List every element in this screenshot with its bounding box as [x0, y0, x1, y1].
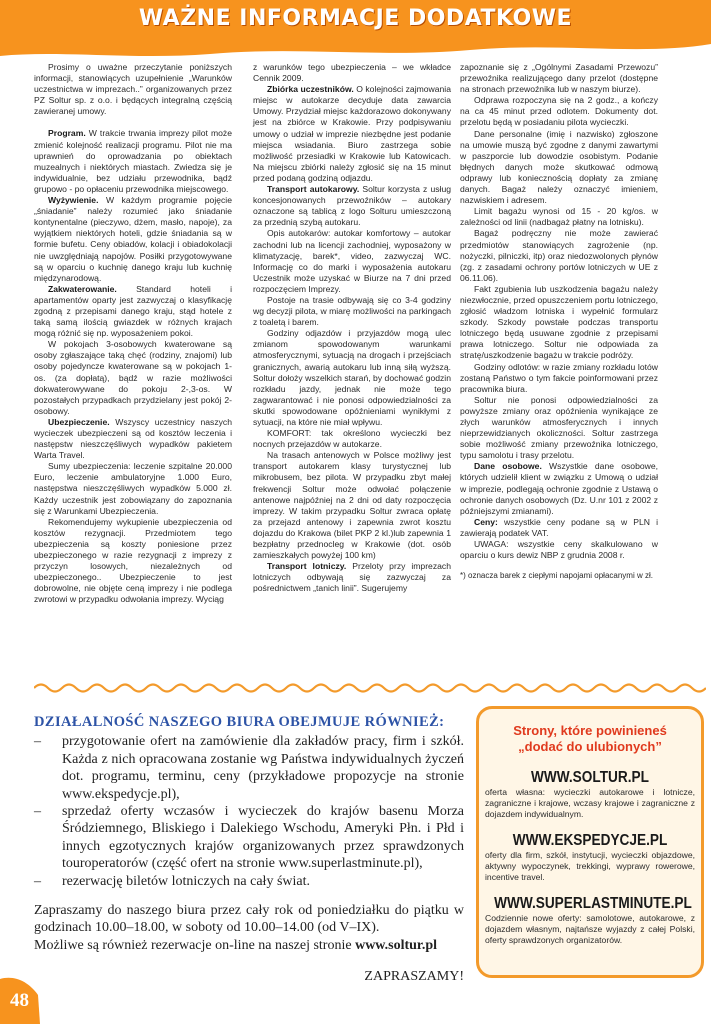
paragraph-keyword: Zakwaterowanie. — [48, 283, 117, 294]
dash-bullet: – — [34, 734, 41, 750]
services-list — [34, 733, 464, 890]
paragraph: Fakt zgubienia lub uszkodzenia bagażu należy niezwłocznie, przed opuszczeniem portu lotniczego, zgłosić władzom lotniska i wypełnić formularz szkody. Szkody powstałe podczas transportu lotniczego będą usuwane zgodnie z przepisami prawa lotniczego. Soltur nie odpowiada za stratę/uszkodzenie bagażu w trakcie podróży. — [460, 283, 658, 361]
office-hours: Zapraszamy do naszego biura przez cały rok od poniedziałku do piątku w godzinach 10.00–18.00, w soboty od 10.00–14.00 (od V–IX). — [34, 903, 464, 936]
paragraph-keyword: Transport lotniczy. — [267, 561, 347, 572]
page-title: WAŻNE INFORMACJE DODATKOWE — [138, 6, 573, 31]
office-heading: DZIAŁALNOŚĆ NASZEGO BIURA OBEJMUJE RÓWNIEŻ: — [34, 714, 445, 730]
soltur-link[interactable]: www.soltur.pl — [355, 937, 438, 953]
paragraph: Prosimy o uważne przeczytanie poniższych informacji, stanowiących uzupełnienie „Warunków uczestnictwa w imprezach..” organizowanych przez PZ Soltur sp. z o.o. i będących integralną częścią zawieranej umowy. — [34, 62, 232, 117]
column-3 — [460, 62, 658, 581]
paragraph: Zbiórka uczestników. O kolejności zajmowania miejsc w autokarze decyduje data zawarcia Umowy. Przydział miejsc każdorazowo dokonywany jest na zbiórce w Krakowie. Przy podpisywaniu umowy o udział w imprezie niezbędne jest podanie miejsca wsiadania. Biuro zastrzega sobie możliwość przesiadki w Krakowie lub Katowicach. Na miejscu zbiórki należy zgłosić się na 15 minut przed podaną godziną odjazdu. — [253, 84, 451, 183]
column-1 — [34, 62, 232, 606]
paragraph: Na trasach antenowych w Polsce możliwy jest transport autokarem klasy turystycznej lub mikrobusem, bez pilota. W przypadku zbyt małej frekwencji Soltur może odwołać połączenie antenowe najpóźniej na 2 dni od daty rozpoczęcia imprezy. W takim przypadku Soltur zwraca opłatę za przejazd antenowy i zapewnia zwrot kosztu dojazdu do Krakowa (bilet PKP 2 kl.)lub zapewnia 1 bezpłatny przednocleg w Krakowie (dot. osób zamieszkałych powyżej 100 km) — [253, 450, 451, 561]
site-url-superlastminute[interactable]: WWW.SUPERLASTMINUTE.PL — [494, 895, 692, 912]
paragraph: Odprawa rozpoczyna się na 2 godz., a kończy na ca 45 minut przed odlotem. Dokumenty dot. przelotu będą w posiadaniu pilota wycieczki. — [460, 95, 658, 128]
page-number-tab — [0, 975, 40, 1024]
paragraph: zapoznanie się z „Ogólnymi Zasadami Przewozu” przewoźnika realizującego dany przelot (dostępne na stronach przewoźnika lub w naszym biurze). — [460, 62, 658, 95]
paragraph-keyword: Program. — [48, 128, 86, 139]
sidebox-title: Strony, które powinieneś „dodać do ulubionych” — [513, 723, 667, 754]
list-item: – rezerwację biletów lotniczych na cały świat. — [34, 873, 310, 889]
paragraph-keyword: Dane osobowe. — [474, 461, 542, 472]
column-2 — [253, 62, 451, 595]
closing-invitation: ZAPRASZAMY! — [364, 969, 464, 985]
paragraph: Postoje na trasie odbywają się co 3-4 godziny wg decyzji pilota, w miarę możliwości na parkingach z toaletą i barem. — [253, 294, 451, 328]
dash-bullet: – — [34, 873, 41, 889]
paragraph: Wyżywienie. W każdym programie pojęcie „śniadanie” należy rozumieć jako śniadanie kontynentalne (pieczywo, dżem, masło, napoje), za wyjątkiem niektórych hoteli, gdzie śniadania są w formie bufetu. Ceny obiadów, kolacji i obiadokolacji nie uwzględniają napojów. Posiłki przygotowywane są w oparciu o kuchnię danego kraju lub kuchnię międzynarodową. — [34, 195, 232, 283]
paragraph: Rekomendujemy wykupienie ubezpieczenia od kosztów rezygnacji. Przedmiotem tego ubezpieczenia są koszty poniesione przez ubezpieczonego w razie rezygnacji z imprezy z przyczyn losowych, niezależnych od ubezpieczonego.. Ubezpieczenie to jest dobrowolne, nie objęte ceną imprezy i nie podlega zwrotowi w przypadku odwołania imprezy. Wyciąg — [34, 516, 232, 605]
paragraph: Transport lotniczy. Przeloty przy imprezach lotniczych odbywają się zazwyczaj za pośrednictwem „tanich linii”. Sugerujemy — [253, 561, 451, 594]
paragraph: Soltur nie ponosi odpowiedzialności za powyższe zmiany oraz opóźnienia wynikające ze złych warunków atmosferycznych i innych nieprzewidzianych okoliczności. Soltur zastrzega sobie możliwość zmiany przewoźnika lotniczego, typu samolotu i trasy przelotu. — [460, 394, 658, 461]
site-desc-ekspedycje: oferty dla firm, szkół, instytucji, wycieczki objazdowe, aktywny wypoczynek, trekkingi, wyprawy rowerowe, incentive travel. — [485, 850, 695, 882]
list-item: – przygotowanie ofert na zamówienie dla zakładów pracy, firm i szkół. Każda z nich opracowana zostanie wg Państwa indywidualnych życzeń dot. programu, terminu, ceny (przykładowe propozycje na stronie www.ekspedycje.pl), — [34, 734, 464, 802]
paragraph: Dane osobowe. Wszystkie dane osobowe, których udzielił klient w związku z Umową o udział w imprezie, podlegają ochronie zgodnie z Ustawą o ochronie danych osobowych (Dz. U.nr 101 z 2002 z późniejszymi zmianami). — [460, 461, 658, 516]
paragraph-keyword: Ubezpieczenie. — [48, 416, 110, 427]
paragraph: Opis autokarów: autokar komfortowy – autokar zachodni lub na licencji zachodniej, wyposażony w klimatyzację, barek*, video, zazwyczaj WC. Informację co do marki i wyposażenia autokaru Uczestnik może uzyskać w Biurze na 7 dni przed rozpoczęciem Imprezy. — [253, 228, 451, 294]
paragraph: KOMFORT: tak określono wycieczki bez nocnych przejazdów w autokarze. — [253, 428, 451, 450]
paragraph: z warunków tego ubezpieczenia – we wkładce Cennik 2009. — [253, 62, 451, 84]
header-banner — [0, 0, 711, 62]
site-desc-superlastminute: Codziennie nowe oferty: samolotowe, autokarowe, z dojazdem własnym, najtańsze wyjazdy z całej Polski, oferty sprawdzonych organizatorów. — [485, 913, 695, 945]
paragraph: Program. W trakcie trwania imprezy pilot może zmienić kolejność realizacji programu. Pilot nie ma uprawnień do oprowadzania po obiektach muzealnych i niektórych miastach. Zwiedza się je indywidualnie, bez udziału przewodnika, bądź grupowo - po opłaceniu przewodnika miejscowego. — [34, 128, 232, 194]
site-url-ekspedycje[interactable]: WWW.EKSPEDYCJE.PL — [512, 832, 668, 849]
paragraph-keyword: Ceny: — [474, 516, 498, 527]
paragraph: Zakwaterowanie. Standard hoteli i apartamentów oparty jest zazwyczaj o klasyfikację zgodną z przepisami danego kraju, stąd hotele z taką samą ilością gwiazdek w różnych krajach mogą różnić się np. wyposażeniem pokoi. — [34, 283, 232, 339]
paragraph-keyword: Wyżywienie. — [48, 195, 99, 206]
paragraph: Bagaż podręczny nie może zawierać przedmiotów stanowiących zagrożenie (np. nożyczki, pilniczki, itp) oraz niedozwolonych płynów (zg. z zasadami ochrony portów lotniczych w UE z 06.11.06). — [460, 228, 658, 283]
office-services — [34, 714, 464, 986]
paragraph: Godziny odjazdów i przyjazdów mogą ulec zmianom spowodowanym warunkami atmosferycznymi, sytuacją na drogach i przejściach granicznych, awarią autokaru lub inną siłą wyższą. Soltur dołoży wszelkich starań, by dochować godzin rozkładu jazdy, jednak nie może tego zagwarantować i nie ponosi odpowiedzialności za skutki spowodowane opóźnieniami wynikłymi z sytuacji, na które nie miał wpływu. — [253, 328, 451, 427]
paragraph-keyword: Transport autokarowy. — [267, 184, 360, 195]
online-booking: Możliwe są również rezerwacje on-line na naszej stronie www.soltur.pl — [34, 937, 438, 953]
site-desc-soltur: oferta własna: wycieczki autokarowe i lotnicze, zagraniczne i krajowe, wczasy krajowe i zagraniczne z dojazdem indywidualnym. — [485, 787, 695, 819]
wave-divider — [34, 680, 706, 696]
paragraph: Godziny odlotów: w razie zmiany rozkładu lotów zostaną Państwo o tym fakcie poinformowani przez pracownika biura. — [460, 361, 658, 394]
paragraph: Dane personalne (imię i nazwisko) zgłoszone na umowie muszą być zgodne z danymi zawartymi w paszporcie lub dowodzie osobistym. Podanie błędnych danych może skutkować odmową odprawy lub koniecznością dopłaty za zmianę danych. Bagaż należy oznaczyć imieniem, nazwiskiem i adresem. — [460, 128, 658, 206]
dash-bullet: – — [34, 804, 41, 820]
paragraph: Transport autokarowy. Soltur korzysta z usług koncesjonowanych przewoźników – autokary oznaczone są tablicą z logo Solturu umieszczoną za przednią szybą autokaru. — [253, 184, 452, 228]
paragraph-keyword: Zbiórka uczestników. — [267, 84, 354, 95]
site-url-soltur[interactable]: WWW.SOLTUR.PL — [531, 769, 649, 786]
paragraph: UWAGA: wszystkie ceny skalkulowano w oparciu o kurs dewiz NBP z grudnia 2008 r. — [460, 539, 658, 561]
paragraph: W pokojach 3-osobowych kwaterowane są osoby zgłaszające taką chęć (rodziny, znajomi) lub osoby pojedyncze kwaterowane są w pokojach 1-os. (za dopłatą), bądź w razie możliwości dokwaterowywane do pokoju 2-,3-os. W pozostałych przypadkach przydzielany jest pokój 2-osobowy. — [34, 339, 232, 416]
favorite-sites-box — [476, 706, 704, 978]
paragraph: Ubezpieczenie. Wszyscy uczestnicy naszych wycieczek ubezpieczeni są od kosztów leczenia i następstw nieszczęśliwych wypadków pakietem Warta Travel. — [34, 416, 232, 461]
info-columns — [34, 62, 706, 674]
paragraph: Sumy ubezpieczenia: leczenie szpitalne 20.000 Euro, leczenie ambulatoryjne 1.000 Euro, następstwa nieszczęśliwych wypadków 5.000 zł. Każdy uczestnik jest zobowiązany do zapoznania się z Warunkami Ubezpieczenia. — [34, 461, 232, 516]
paragraph: Ceny: wszystkie ceny podane są w PLN i zawierają podatek VAT. — [460, 516, 658, 538]
list-item: – sprzedaż oferty wczasów i wycieczek do krajów basenu Morza Śródziemnego, Bliskiego i Dalekiego Wschodu, Ameryki Płn. i Płd i innych egzotycznych krajów organizowanych przez sprawdzonych touroperatorów (część ofert na stronie www.superlastminute.pl), — [34, 804, 464, 872]
paragraph: Limit bagażu wynosi od 15 - 20 kg/os. w zależności od linii (nadbagaż płatny na lotnisku). — [460, 206, 658, 228]
footnote: *) oznacza barek z ciepłymi napojami opłacanymi w zł. — [460, 571, 653, 581]
page-number: 48 — [10, 990, 29, 1011]
